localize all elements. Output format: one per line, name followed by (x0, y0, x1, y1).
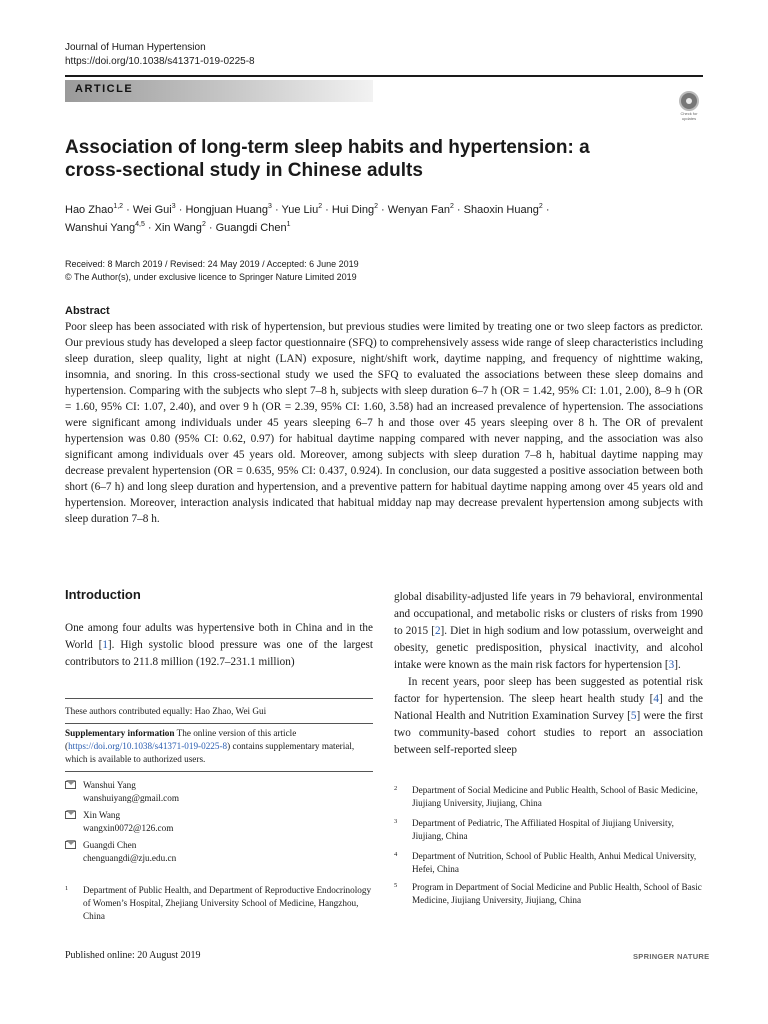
contact-entry (65, 809, 365, 835)
author-name[interactable]: Hui Ding (331, 204, 375, 216)
reference-link[interactable]: 5 (630, 710, 637, 722)
affiliation-number: 2 (394, 785, 398, 792)
reference-link[interactable]: 4 (653, 693, 659, 705)
header-rule (65, 75, 703, 77)
journal-name: Journal of Human Hypertension (65, 42, 206, 53)
reference-link[interactable]: 1 (102, 639, 108, 651)
author-line-1: Hao Zhao$^{1,2}$ · Wei Gui$^3$ · Hongjuan Huang$^3$ · Yue Liu$^2$ · Hui Ding$^2$ · Wenyan Fan$^2$ · Shaoxin Huang$^2$ · (65, 203, 550, 216)
contact-name: Xin Wang (83, 810, 121, 820)
published-date: Published online: 20 August 2019 (65, 950, 201, 961)
author-name[interactable]: Guangdi Chen (215, 222, 287, 234)
author-name[interactable]: Hao Zhao (65, 204, 114, 216)
text-run: ]. (674, 659, 681, 671)
footnote-rule (65, 723, 373, 724)
contact-email[interactable]: chenguangdi@zju.edu.cn (83, 853, 177, 863)
affiliation (65, 884, 373, 923)
supplementary-note (65, 727, 373, 766)
intro-paragraph (65, 620, 373, 671)
contact-entry (65, 839, 365, 865)
contact-name: Guangdi Chen (83, 840, 137, 850)
article-section-band (65, 80, 373, 102)
reference-link[interactable]: 2 (434, 625, 441, 637)
intro-column-1 (65, 620, 373, 671)
author-affil: 2 (449, 203, 454, 210)
author-affil: 2 (318, 203, 323, 210)
intro-paragraph (394, 674, 703, 759)
author-affil: 1 (286, 221, 291, 228)
text-run: ]. Diet in high sodium and low potassium, overweight and obesity, genetic predisposition, physical inactivity, and alcohol intake were known as the main risk factors for hypertension [ (394, 625, 703, 671)
envelope-icon (65, 781, 76, 789)
crossmark-text: Check for updates (680, 111, 698, 121)
affiliation-number: 5 (394, 882, 398, 889)
envelope-icon (65, 841, 76, 849)
author-name[interactable]: Wanshui Yang (65, 222, 136, 234)
article-dates (65, 258, 359, 284)
footnote-rule (65, 698, 373, 699)
author-name[interactable]: Wei Gui (132, 204, 172, 216)
author-list (65, 201, 705, 237)
text-run: ) contains supplementary material, which is available to authorized users. (65, 741, 355, 764)
author-name[interactable]: Shaoxin Huang (463, 204, 539, 216)
affiliation-number: 1 (65, 885, 69, 892)
author-affil: 4,5 (135, 221, 145, 228)
envelope-icon (65, 811, 76, 819)
text-run: The online version of this article ( (65, 728, 297, 751)
crossmark-icon (679, 91, 699, 111)
text-run: ] were the first two community-based cohort studies to report an association between self-reported sleep (394, 710, 703, 756)
title-line-2: cross-sectional study in Chinese adults (65, 160, 423, 181)
author-line-2: Wanshui Yang$^{4,5}$ · Xin Wang$^2$ · Guangdi Chen$^1$ (65, 221, 291, 234)
doi-link[interactable]: https://doi.org/10.1038/s41371-019-0225-8 (65, 56, 255, 67)
reference-link[interactable]: 3 (668, 659, 675, 671)
introduction-heading: Introduction (65, 587, 141, 602)
affiliation (394, 850, 703, 876)
affiliation-text: Department of Pediatric, The Affiliated Hospital of Jiujiang University, Jiujiang, China (412, 818, 674, 841)
intro-column-2 (394, 589, 703, 759)
affiliation (394, 784, 703, 810)
author-affil: 3 (171, 203, 176, 210)
contact-entry (65, 779, 365, 805)
affiliation (394, 881, 703, 907)
publisher-logo: SPRINGER NATURE (633, 952, 710, 961)
equal-contribution-note: These authors contributed equally: Hao Zhao, Wei Gui (65, 706, 267, 716)
contact-email[interactable]: wangxin0072@126.com (83, 823, 174, 833)
affiliation-number: 3 (394, 818, 398, 825)
author-name[interactable]: Xin Wang (154, 222, 202, 234)
copyright: © The Author(s), under exclusive licence to Springer Nature Limited 2019 (65, 272, 357, 282)
abstract-text: Poor sleep has been associated with risk of hypertension, but previous studies were limited by treating one or two sleep factors as predictor. Our previous study has developed a sleep factor questionnaire (SFQ) to comprehensively assess wide range of sleep characteristics including sleep duration, sleep quality, light at night (LAN) exposure, night/shift work, daytime napping, and frequency of nighttime waking, insomnia, and snoring. In this cross-sectional study we used the SFQ to evaluated the associations between these sleep domains and hypertension. Comparing with the subjects who slept 7–8 h, subjects with sleep duration 6–7 h (OR = 1.42, 95% CI: 1.01, 2.00), 8–9 h (OR = 1.60, 95% CI: 1.07, 2.40), and over 9 h (OR = 2.39, 95% CI: 1.60, 3.58) had an increased prevalence of hypertension. The associations were significant among individuals under 45 years sleeping 6–7 h and those over 45 years sleeping over 8 h. The OR of prevalent hypertension was 0.80 (95% CI: 0.62, 0.97) for habitual daytime napping compared with never napping, and the association was also significant among individuals over 45 years old. Moreover, among subjects with sleep duration 7–8 h, habitual daytime napping may decrease prevalent hypertension (OR = 0.635, 95% CI: 0.437, 0.924). In conclusion, our data suggested a positive association between both short (6–7 h) and long sleep duration and hypertension, and a preventive pattern for habitual daytime napping among over 45 years old and hypertension. Moreover, interaction analysis indicated that habitual midday nap may decrease prevalent hypertension among subjects with sleep duration 7–8 h. (65, 321, 703, 525)
author-affil: 1,2 (113, 203, 124, 210)
article-title (65, 136, 625, 182)
footnote-rule (65, 771, 373, 772)
author-name[interactable]: Hongjuan Huang (185, 204, 269, 216)
affiliation-number: 4 (394, 851, 398, 858)
affiliation-text: Department of Public Health, and Department of Reproductive Endocrinology of Women’s Hospital, Zhejiang University School of Medicine, Hangzhou, China (83, 885, 372, 921)
author-name[interactable]: Wenyan Fan (387, 204, 450, 216)
text-run: One among four adults was hypertensive both in China and in the World [ (65, 622, 373, 651)
text-run: ]. High systolic blood pressure was one of the largest contributors to 211.8 million (192.7–231.1 million) (65, 639, 373, 668)
supplementary-link[interactable]: https://doi.org/10.1038/s41371-019-0225-8 (68, 741, 228, 751)
crossmark-badge[interactable] (677, 91, 701, 121)
affiliation-text: Department of Nutrition, School of Public Health, Anhui Medical University, Hefei, China (412, 851, 697, 874)
affiliation-text: Department of Social Medicine and Public Health, School of Basic Medicine, Jiujiang University, Jiujiang, China (412, 785, 698, 808)
abstract-heading: Abstract (65, 305, 110, 317)
author-affil: 2 (201, 221, 206, 228)
author-name[interactable]: Yue Liu (281, 204, 319, 216)
text-run: global disability-adjusted life years in 79 behavioral, environmental and occupational, and metabolic risks or clusters of risks from 1990 to 2015 [ (394, 591, 703, 637)
contact-email[interactable]: wanshuiyang@gmail.com (83, 793, 179, 803)
supp-label: Supplementary information (65, 728, 175, 738)
title-line-1: Association of long-term sleep habits and hypertension: a (65, 137, 590, 158)
author-affil: 2 (374, 203, 378, 210)
contact-name: Wanshui Yang (83, 780, 136, 790)
journal-header (65, 41, 255, 69)
section-label: ARTICLE (75, 83, 134, 95)
text-run: ] and the National Health and Nutrition Examination Survey [ (394, 693, 704, 722)
affiliation (394, 817, 703, 843)
affiliation-text: Program in Department of Social Medicine and Public Health, School of Basic Medicine, Jiujiang University, Jiujiang, China (412, 882, 702, 905)
author-affil: 3 (268, 203, 272, 210)
author-affil: 2 (538, 203, 543, 210)
intro-paragraph (394, 589, 703, 674)
received-dates: Received: 8 March 2019 / Revised: 24 May 2019 / Accepted: 6 June 2019 (65, 259, 359, 269)
text-run: In recent years, poor sleep has been suggested as potential risk factor for hypertension. The sleep heart health study [ (394, 676, 703, 705)
